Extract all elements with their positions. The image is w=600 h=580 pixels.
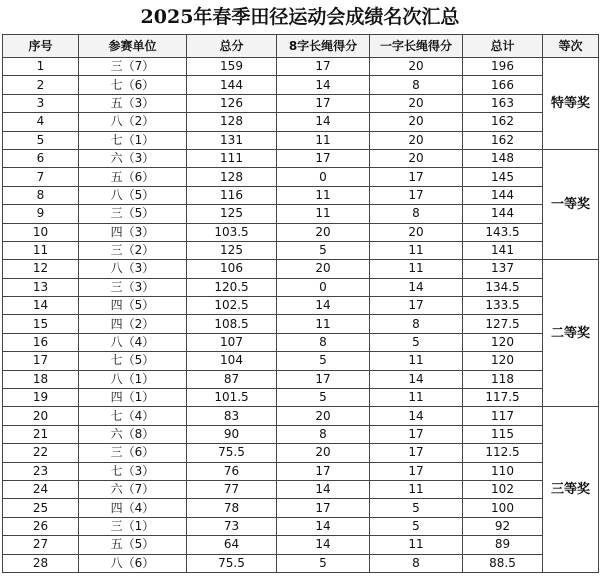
cell-seq: 7 (3, 168, 79, 186)
cell-unit: 四（4） (79, 499, 187, 517)
cell-unit: 三（5） (79, 205, 187, 223)
cell-rope1: 14 (370, 407, 463, 425)
cell-total: 103.5 (187, 223, 277, 241)
cell-sum: 148 (463, 149, 543, 167)
cell-sum: 117 (463, 407, 543, 425)
cell-unit: 七（3） (79, 462, 187, 480)
cell-rope8: 11 (277, 131, 370, 149)
cell-total: 90 (187, 425, 277, 443)
cell-rope1: 11 (370, 480, 463, 498)
cell-rope1: 17 (370, 297, 463, 315)
cell-unit: 三（1） (79, 517, 187, 535)
table-row (3, 333, 599, 351)
table-row (3, 315, 599, 333)
table-row (3, 297, 599, 315)
cell-seq: 16 (3, 333, 79, 351)
cell-total: 125 (187, 205, 277, 223)
table-row (3, 58, 599, 76)
header-rank: 等次 (543, 35, 599, 58)
cell-total: 75.5 (187, 554, 277, 572)
cell-rope1: 5 (370, 333, 463, 351)
cell-seq: 10 (3, 223, 79, 241)
cell-total: 78 (187, 499, 277, 517)
header-row (3, 35, 599, 58)
cell-total: 104 (187, 352, 277, 370)
cell-unit: 七（5） (79, 352, 187, 370)
cell-total: 77 (187, 480, 277, 498)
cell-rope8: 14 (277, 480, 370, 498)
cell-sum: 117.5 (463, 389, 543, 407)
cell-total: 116 (187, 186, 277, 204)
cell-unit: 六（7） (79, 480, 187, 498)
cell-rope1: 11 (370, 352, 463, 370)
cell-unit: 三（3） (79, 278, 187, 296)
cell-rope1: 20 (370, 131, 463, 149)
cell-rope1: 8 (370, 76, 463, 94)
cell-rope1: 14 (370, 278, 463, 296)
cell-rope1: 8 (370, 315, 463, 333)
table-row (3, 462, 599, 480)
cell-seq: 6 (3, 149, 79, 167)
cell-rope8: 20 (277, 223, 370, 241)
cell-sum: 145 (463, 168, 543, 186)
cell-unit: 八（5） (79, 186, 187, 204)
cell-rope1: 8 (370, 554, 463, 572)
cell-total: 107 (187, 333, 277, 351)
cell-sum: 141 (463, 241, 543, 259)
cell-rope1: 14 (370, 370, 463, 388)
cell-unit: 七（4） (79, 407, 187, 425)
header-unit: 参赛单位 (79, 35, 187, 58)
cell-rope1: 11 (370, 536, 463, 554)
cell-total: 102.5 (187, 297, 277, 315)
table-row (3, 223, 599, 241)
cell-total: 64 (187, 536, 277, 554)
cell-rope1: 5 (370, 499, 463, 517)
cell-sum: 162 (463, 131, 543, 149)
cell-rope1: 11 (370, 260, 463, 278)
cell-unit: 八（3） (79, 260, 187, 278)
cell-unit: 三（2） (79, 241, 187, 259)
cell-rope1: 17 (370, 186, 463, 204)
cell-sum: 118 (463, 370, 543, 388)
cell-unit: 八（2） (79, 113, 187, 131)
cell-rope1: 17 (370, 425, 463, 443)
cell-total: 106 (187, 260, 277, 278)
cell-unit: 六（3） (79, 149, 187, 167)
cell-sum: 144 (463, 205, 543, 223)
cell-total: 128 (187, 168, 277, 186)
cell-rope8: 20 (277, 260, 370, 278)
cell-sum: 133.5 (463, 297, 543, 315)
cell-unit: 八（6） (79, 554, 187, 572)
table-row (3, 113, 599, 131)
cell-rope8: 8 (277, 333, 370, 351)
cell-rope1: 11 (370, 389, 463, 407)
cell-total: 111 (187, 149, 277, 167)
cell-sum: 127.5 (463, 315, 543, 333)
cell-sum: 88.5 (463, 554, 543, 572)
cell-seq: 17 (3, 352, 79, 370)
cell-rope8: 14 (277, 517, 370, 535)
cell-seq: 2 (3, 76, 79, 94)
cell-sum: 196 (463, 58, 543, 76)
table-row (3, 370, 599, 388)
cell-rope8: 20 (277, 407, 370, 425)
table-row (3, 425, 599, 443)
table-row (3, 499, 599, 517)
cell-rope8: 14 (277, 297, 370, 315)
cell-sum: 89 (463, 536, 543, 554)
cell-unit: 六（8） (79, 425, 187, 443)
table-body (3, 58, 599, 573)
cell-rope8: 14 (277, 536, 370, 554)
cell-rope1: 11 (370, 241, 463, 259)
cell-sum: 144 (463, 186, 543, 204)
cell-seq: 14 (3, 297, 79, 315)
cell-sum: 92 (463, 517, 543, 535)
table-row (3, 131, 599, 149)
cell-unit: 五（3） (79, 94, 187, 112)
cell-sum: 143.5 (463, 223, 543, 241)
award-cell: 三等奖 (543, 407, 599, 573)
cell-rope8: 20 (277, 444, 370, 462)
cell-rope8: 17 (277, 58, 370, 76)
cell-total: 125 (187, 241, 277, 259)
table-row (3, 517, 599, 535)
award-cell: 特等奖 (543, 58, 599, 150)
cell-rope8: 11 (277, 186, 370, 204)
header-seq: 序号 (3, 35, 79, 58)
cell-rope1: 5 (370, 517, 463, 535)
cell-unit: 八（4） (79, 333, 187, 351)
cell-unit: 四（5） (79, 297, 187, 315)
cell-rope8: 5 (277, 352, 370, 370)
cell-total: 120.5 (187, 278, 277, 296)
cell-sum: 102 (463, 480, 543, 498)
page-title: 2025年春季田径运动会成绩名次汇总 (140, 6, 460, 28)
cell-rope8: 5 (277, 389, 370, 407)
header-sum: 总计 (463, 35, 543, 58)
cell-rope1: 8 (370, 205, 463, 223)
table-row (3, 389, 599, 407)
cell-rope8: 0 (277, 278, 370, 296)
header-rope1: 一字长绳得分 (370, 35, 463, 58)
table-row (3, 352, 599, 370)
cell-sum: 166 (463, 76, 543, 94)
cell-seq: 15 (3, 315, 79, 333)
cell-seq: 19 (3, 389, 79, 407)
cell-rope1: 20 (370, 94, 463, 112)
cell-rope1: 20 (370, 223, 463, 241)
cell-seq: 22 (3, 444, 79, 462)
cell-seq: 25 (3, 499, 79, 517)
cell-rope1: 20 (370, 58, 463, 76)
cell-seq: 26 (3, 517, 79, 535)
cell-seq: 11 (3, 241, 79, 259)
table-row (3, 536, 599, 554)
cell-sum: 120 (463, 333, 543, 351)
cell-rope8: 14 (277, 113, 370, 131)
cell-seq: 13 (3, 278, 79, 296)
cell-total: 126 (187, 94, 277, 112)
cell-seq: 27 (3, 536, 79, 554)
cell-unit: 四（1） (79, 389, 187, 407)
cell-unit: 七（1） (79, 131, 187, 149)
cell-unit: 四（2） (79, 315, 187, 333)
cell-total: 73 (187, 517, 277, 535)
cell-sum: 112.5 (463, 444, 543, 462)
cell-unit: 五（6） (79, 168, 187, 186)
cell-rope1: 20 (370, 149, 463, 167)
cell-total: 75.5 (187, 444, 277, 462)
cell-rope1: 17 (370, 444, 463, 462)
award-cell: 二等奖 (543, 260, 599, 407)
table-row (3, 278, 599, 296)
cell-total: 144 (187, 76, 277, 94)
cell-rope8: 11 (277, 315, 370, 333)
cell-rope8: 14 (277, 76, 370, 94)
cell-seq: 4 (3, 113, 79, 131)
cell-total: 108.5 (187, 315, 277, 333)
cell-rope1: 17 (370, 168, 463, 186)
cell-sum: 134.5 (463, 278, 543, 296)
cell-sum: 120 (463, 352, 543, 370)
header-rope8: 8字长绳得分 (277, 35, 370, 58)
cell-rope8: 5 (277, 554, 370, 572)
table-row (3, 149, 599, 167)
table-row (3, 444, 599, 462)
cell-sum: 162 (463, 113, 543, 131)
cell-total: 87 (187, 370, 277, 388)
cell-rope8: 8 (277, 425, 370, 443)
cell-rope8: 17 (277, 94, 370, 112)
cell-seq: 12 (3, 260, 79, 278)
table-row (3, 186, 599, 204)
cell-seq: 3 (3, 94, 79, 112)
table-row (3, 94, 599, 112)
cell-rope8: 17 (277, 149, 370, 167)
cell-total: 83 (187, 407, 277, 425)
cell-seq: 9 (3, 205, 79, 223)
cell-seq: 5 (3, 131, 79, 149)
table-row (3, 260, 599, 278)
cell-unit: 四（3） (79, 223, 187, 241)
cell-seq: 1 (3, 58, 79, 76)
table-row (3, 205, 599, 223)
cell-rope8: 5 (277, 241, 370, 259)
cell-rope1: 17 (370, 462, 463, 480)
cell-rope8: 11 (277, 205, 370, 223)
cell-rope8: 17 (277, 462, 370, 480)
cell-total: 131 (187, 131, 277, 149)
cell-unit: 七（6） (79, 76, 187, 94)
table-row (3, 554, 599, 572)
cell-seq: 23 (3, 462, 79, 480)
cell-sum: 100 (463, 499, 543, 517)
cell-seq: 28 (3, 554, 79, 572)
table-row (3, 241, 599, 259)
cell-total: 76 (187, 462, 277, 480)
cell-rope8: 17 (277, 499, 370, 517)
cell-total: 128 (187, 113, 277, 131)
cell-unit: 八（1） (79, 370, 187, 388)
cell-unit: 三（6） (79, 444, 187, 462)
table-row (3, 480, 599, 498)
cell-total: 101.5 (187, 389, 277, 407)
cell-seq: 20 (3, 407, 79, 425)
cell-seq: 21 (3, 425, 79, 443)
results-table (2, 34, 599, 573)
table-row (3, 407, 599, 425)
cell-rope8: 0 (277, 168, 370, 186)
award-cell: 一等奖 (543, 149, 599, 259)
cell-sum: 110 (463, 462, 543, 480)
cell-sum: 137 (463, 260, 543, 278)
cell-unit: 五（5） (79, 536, 187, 554)
cell-seq: 8 (3, 186, 79, 204)
cell-total: 159 (187, 58, 277, 76)
cell-sum: 163 (463, 94, 543, 112)
cell-unit: 三（7） (79, 58, 187, 76)
table-row (3, 168, 599, 186)
table-row (3, 76, 599, 94)
cell-rope8: 17 (277, 370, 370, 388)
cell-seq: 24 (3, 480, 79, 498)
cell-sum: 115 (463, 425, 543, 443)
cell-seq: 18 (3, 370, 79, 388)
cell-rope1: 20 (370, 113, 463, 131)
header-total: 总分 (187, 35, 277, 58)
